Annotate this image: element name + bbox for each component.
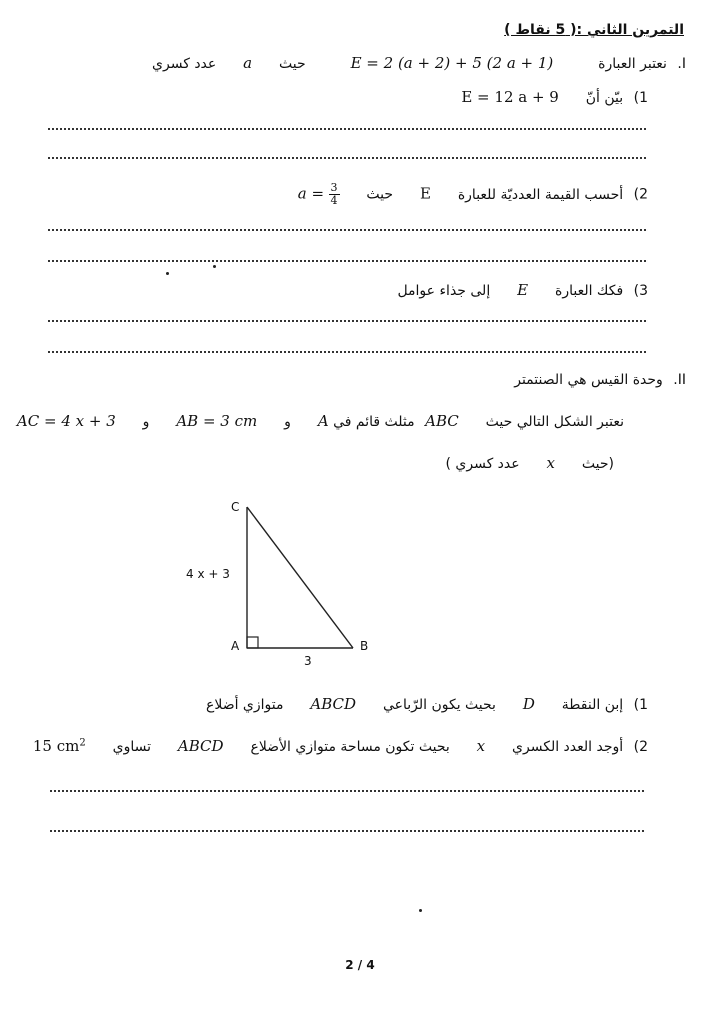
answer-line	[48, 128, 646, 130]
triangle-desc: مثلث قائم في	[333, 414, 415, 430]
answer-line	[48, 351, 646, 353]
p2q1-text: إبن النقطة	[561, 697, 624, 713]
note-desc: عدد كسري )	[445, 456, 520, 472]
answer-line	[48, 260, 646, 262]
ab-length: AB = 3 cm	[176, 412, 258, 430]
where-text: حيث	[279, 56, 306, 72]
q2-text: أحسب القيمة العدديّة للعبارة	[457, 186, 624, 203]
part2-heading	[514, 372, 686, 388]
q1-text: بيّن أنّ	[585, 90, 624, 106]
expression-e: E = 2 (a + 2) + 5 (2 a + 1)	[350, 54, 554, 72]
ac-length: AC = 4 x + 3	[16, 412, 116, 430]
and-word: و	[142, 414, 150, 430]
part2-intro-line	[17, 412, 624, 430]
q1-expression: E = 12 a + 9	[461, 88, 559, 106]
part1-intro-line	[152, 54, 686, 72]
part1-intro: نعتبر العبارة	[598, 56, 667, 72]
unit-note: وحدة القيس هي الصنتمتر	[514, 372, 663, 388]
p2q1-number: 1)	[633, 697, 648, 713]
q3-tail: إلى جذاء عوامل	[397, 283, 491, 299]
q3-text: فكك العبارة	[554, 283, 624, 299]
answer-line	[50, 830, 644, 832]
part1-number: I.	[677, 56, 686, 72]
part2-question-1	[206, 695, 648, 713]
note-open: (حيث	[581, 456, 614, 472]
part1-question-2	[298, 182, 648, 207]
part1-question-3	[397, 281, 648, 299]
variable-a: a	[243, 54, 253, 72]
p2q2-number: 2)	[633, 739, 648, 755]
variable-x: x	[476, 737, 486, 755]
part2-note	[445, 454, 614, 472]
area-value: 15 cm	[32, 737, 80, 755]
answer-line	[48, 157, 646, 159]
page-number: 2 / 4	[345, 958, 375, 972]
answer-line	[50, 790, 644, 792]
q3-number: 3)	[633, 283, 648, 299]
p2q2-mid: بحيث تكون مساحة متوازي الأضلاع	[250, 739, 450, 755]
q2-lhs: a =	[297, 184, 325, 203]
area-exponent: 2	[79, 737, 86, 749]
side-bc	[247, 507, 353, 648]
q3-e: E	[517, 281, 529, 299]
label-a: A	[231, 639, 240, 653]
q1-number: 1)	[633, 90, 648, 106]
p2q2-text: أوجد العدد الكسري	[512, 739, 624, 755]
right-angle-marker	[247, 637, 258, 648]
point-d: D	[522, 695, 535, 713]
p2q1-mid: بحيث يكون الرّباعي	[382, 697, 496, 713]
q2-where: حيث	[366, 186, 394, 203]
part2-question-2	[33, 737, 648, 755]
answer-line	[48, 320, 646, 322]
label-side-ab: 3	[304, 654, 312, 668]
part2-number: II.	[673, 372, 686, 388]
note-variable-x: x	[546, 454, 555, 472]
q2-number: 2)	[633, 186, 648, 203]
part1-question-1	[461, 88, 648, 106]
and-word: و	[284, 414, 291, 430]
fraction-three-quarters: $\frac{3}{4}$	[330, 181, 338, 207]
quad-abcd: ABCD	[310, 695, 357, 713]
variable-a-desc: عدد كسري	[152, 56, 217, 72]
triangle-name: ABC	[425, 412, 459, 430]
p2q1-tail: متوازي أضلاع	[205, 697, 284, 713]
part2-intro: نعتبر الشكل التالي حيث	[485, 414, 624, 430]
label-side-ac: 4 x + 3	[186, 567, 230, 581]
exercise-title: التمرين الثاني :( 5 نقاط )	[504, 22, 684, 38]
p2q2-tail: تساوي	[112, 739, 152, 755]
label-b: B	[360, 639, 369, 653]
label-c: C	[231, 500, 240, 514]
quad-abcd: ABCD	[177, 737, 224, 755]
right-angle-vertex: A	[317, 412, 329, 430]
q2-e: E	[419, 184, 431, 203]
answer-line	[48, 229, 646, 231]
